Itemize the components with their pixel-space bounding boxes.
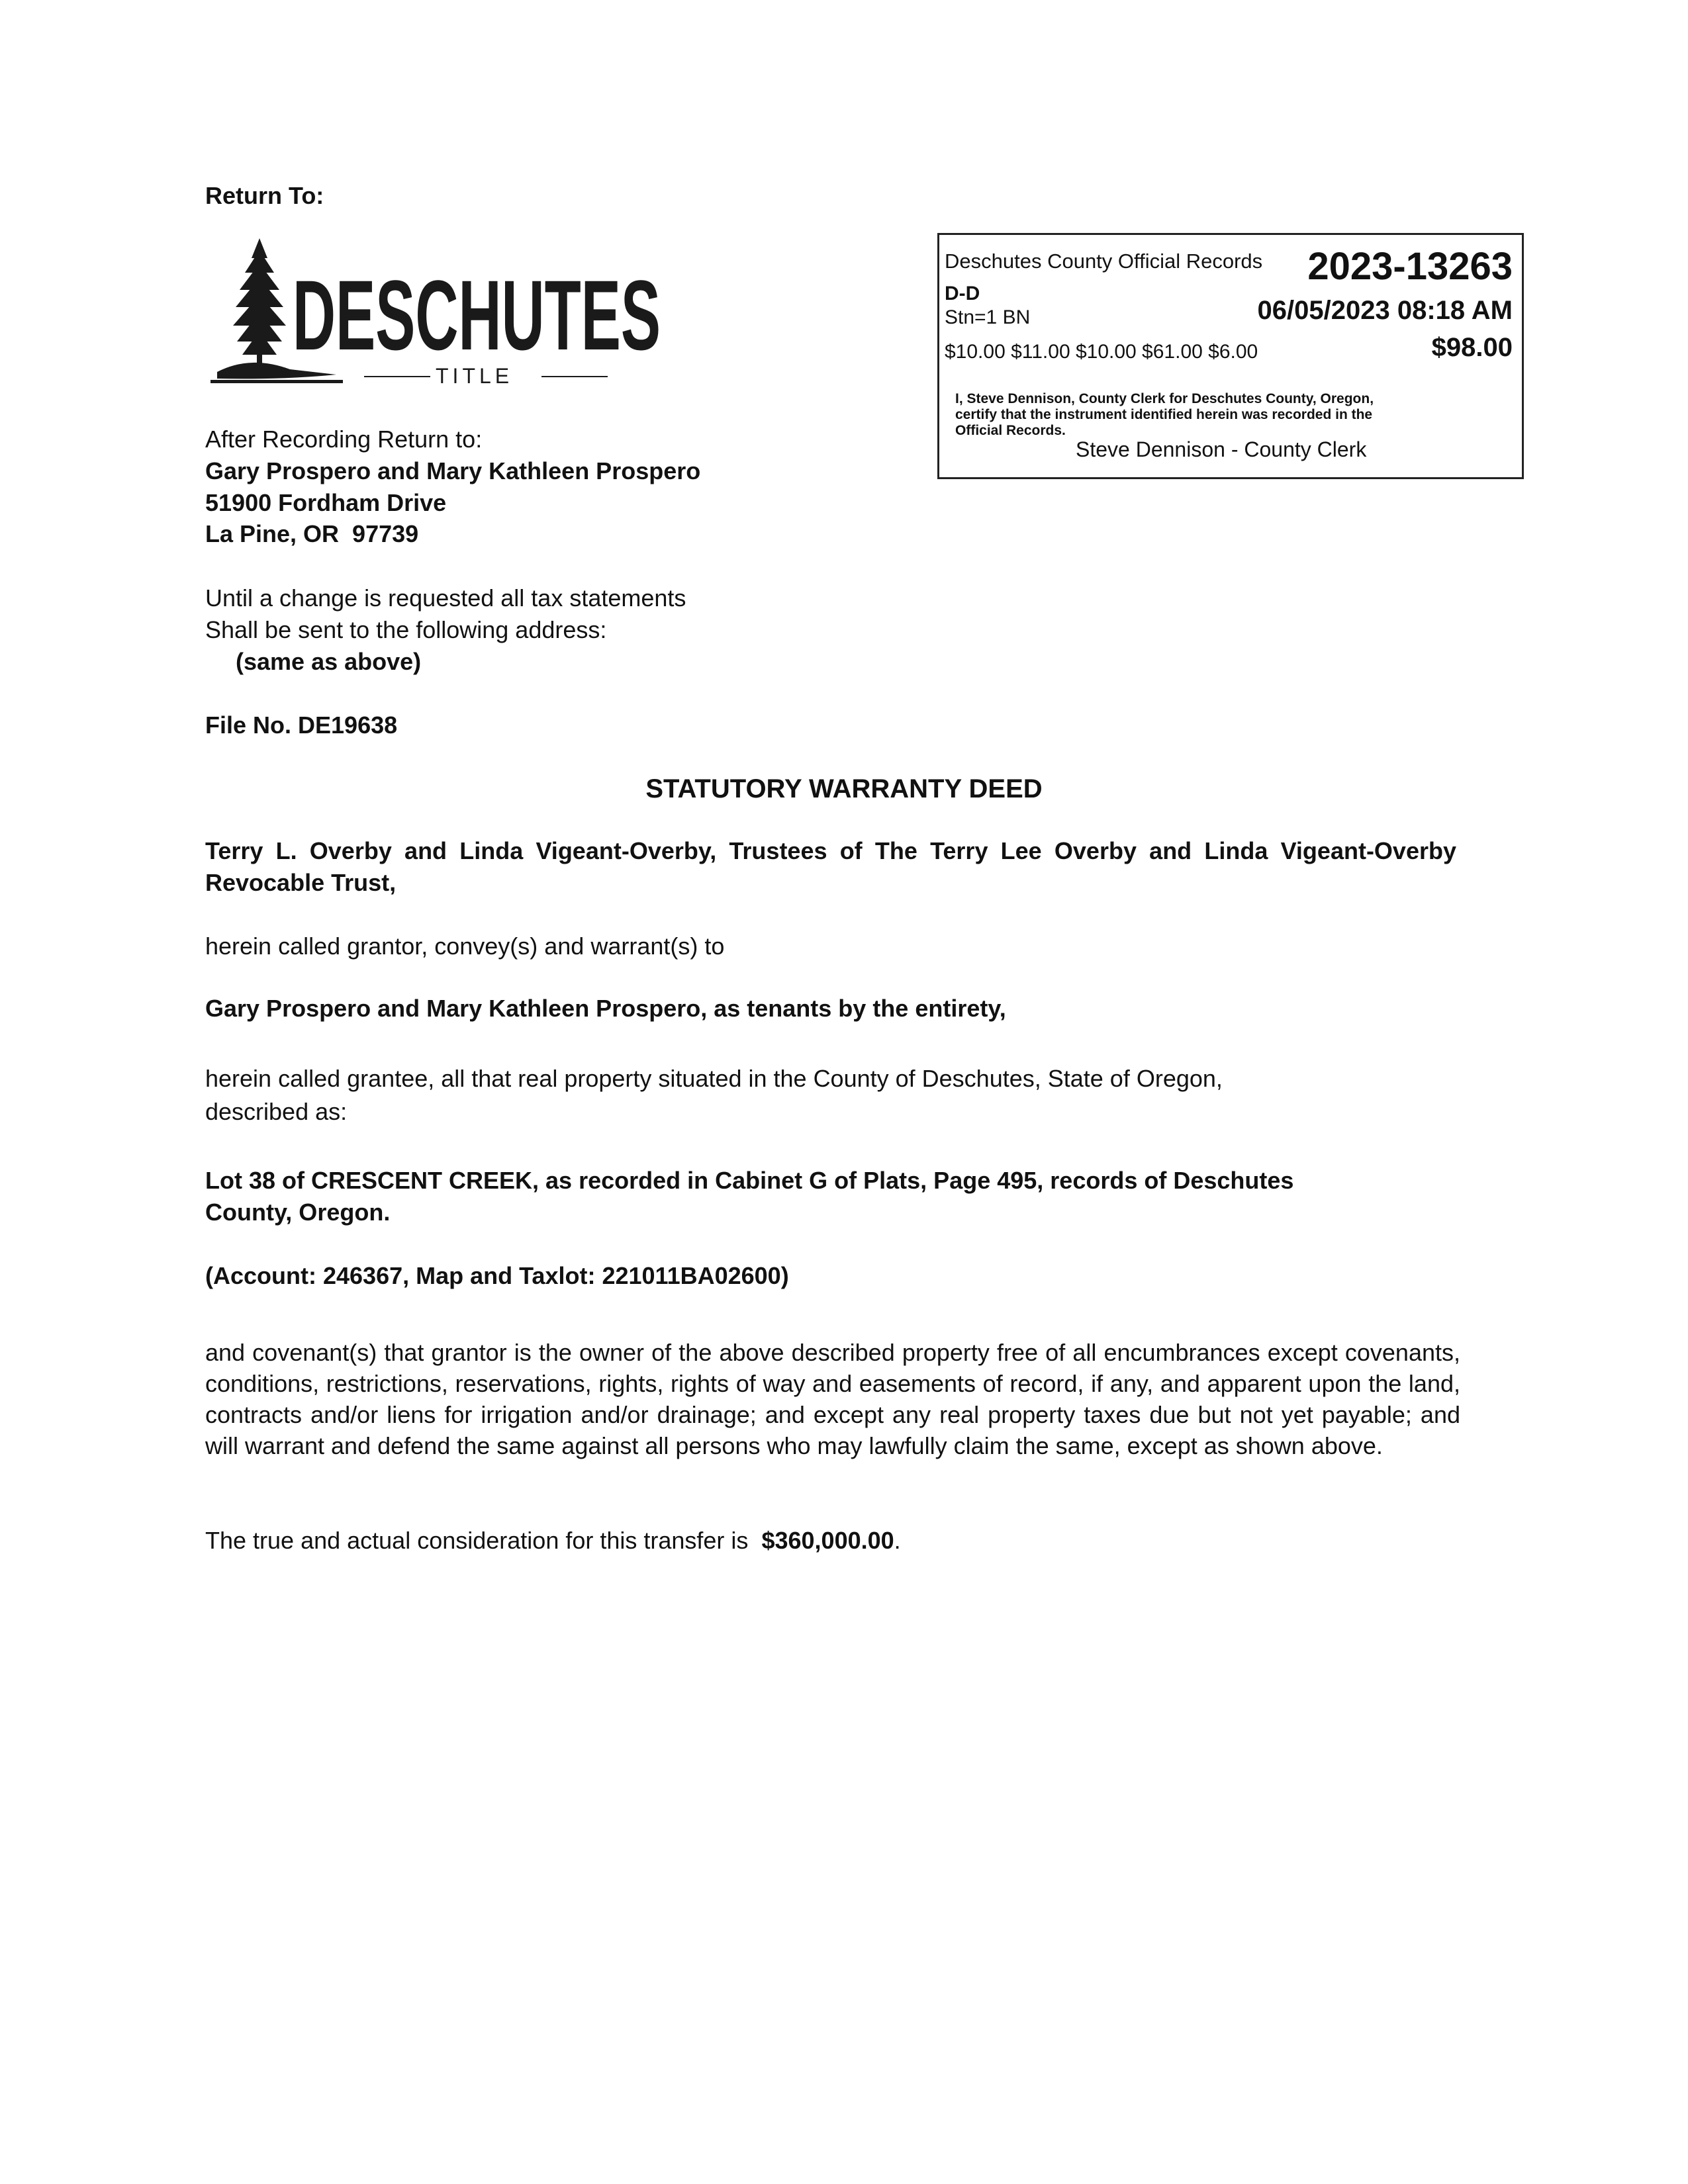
- logo-name: DESCHUTES: [293, 259, 661, 371]
- deed-title: STATUTORY WARRANTY DEED: [645, 774, 1043, 803]
- tax-same-as-above: (same as above): [236, 648, 422, 675]
- return-to-label: Return To:: [205, 182, 324, 209]
- legal-description-line-2: County, Oregon.: [205, 1199, 391, 1226]
- cert-line: certify that the instrument identified herein was recorded in the: [955, 407, 1373, 422]
- file-number: File No. DE19638: [205, 711, 398, 739]
- account-taxlot: (Account: 246367, Map and Taxlot: 221011BA02600): [205, 1262, 789, 1289]
- consideration-amount: $360,000.00: [761, 1527, 894, 1554]
- recording-office: Deschutes County Official Records: [945, 250, 1263, 273]
- grantee-clause: herein called grantee, all that real property situated in the County of Deschutes, State of Oregon,: [205, 1065, 1223, 1092]
- cert-line: I, Steve Dennison, County Clerk for Deschutes County, Oregon,: [955, 391, 1374, 406]
- return-name: Gary Prospero and Mary Kathleen Prospero: [205, 457, 701, 484]
- grantee-clause-described: described as:: [205, 1098, 348, 1125]
- pine-tree-icon: [211, 238, 674, 390]
- logo-sub: TITLE: [436, 364, 514, 388]
- after-recording-label: After Recording Return to:: [205, 426, 483, 453]
- clerk-signature: Steve Dennison - County Clerk: [1076, 437, 1367, 461]
- recording-type: D-D: [945, 283, 980, 304]
- consideration-text: The true and actual consideration for this transfer is: [205, 1527, 749, 1554]
- consideration-line: [205, 1525, 1456, 1557]
- recording-number: 2023-13263: [1307, 245, 1513, 288]
- grantor-names: Terry L. Overby and Linda Vigeant-Overby, Trustees of The Terry Lee Overby and Linda Vigeant-Overby Revocable Trust,: [205, 837, 1456, 896]
- recording-stamp-box: [937, 233, 1524, 479]
- clerk-certification: [955, 391, 1374, 439]
- recording-total: $98.00: [1431, 333, 1513, 362]
- grantor-clause: herein called grantor, convey(s) and warrant(s) to: [205, 933, 725, 960]
- covenant-paragraph: and covenant(s) that grantor is the owner of the above described property free of all encumbrances except covenants, conditions, restrictions, reservations, rights, rights of way and easements of record, if any, and apparent upon the land, contracts and/or liens for irrigation and/or drainage; and except any real property taxes due but not yet payable; and will warrant and defend the same against all persons who may lawfully claim the same, except as shown above.: [205, 1339, 1460, 1459]
- recording-station: Stn=1 BN: [945, 306, 1031, 328]
- grantee-names: Gary Prospero and Mary Kathleen Prospero, as tenants by the entirety,: [205, 995, 1006, 1022]
- legal-description-line-1: Lot 38 of CRESCENT CREEK, as recorded in Cabinet G of Plats, Page 495, records of Deschutes: [205, 1167, 1294, 1194]
- tax-statement-line: Shall be sent to the following address:: [205, 616, 607, 643]
- cert-line: Official Records.: [955, 423, 1066, 438]
- return-street: 51900 Fordham Drive: [205, 489, 447, 516]
- recording-datetime: 06/05/2023 08:18 AM: [1257, 296, 1513, 325]
- return-city: La Pine, OR 97739: [205, 520, 419, 547]
- deschutes-title-logo: [211, 238, 674, 390]
- recording-fees: $10.00 $11.00 $10.00 $61.00 $6.00: [945, 341, 1258, 363]
- tax-statement-line: Until a change is requested all tax statements: [205, 584, 686, 612]
- consideration-end: .: [894, 1527, 901, 1554]
